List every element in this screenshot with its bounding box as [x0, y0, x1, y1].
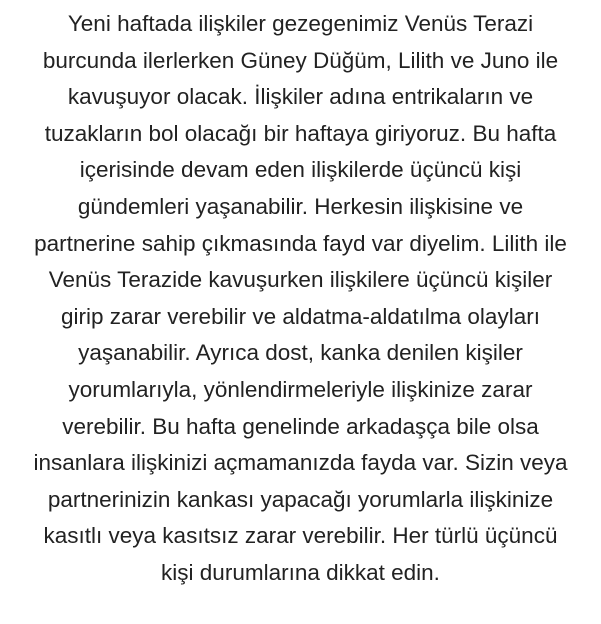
paragraph-line: kişi durumlarına dikkat edin. [161, 559, 440, 585]
paragraph-line: girip zarar verebilir ve aldatma-aldatılma olayları [61, 303, 540, 329]
paragraph-line: partnerine sahip çıkmasında fayd var diyelim. Lilith ile [34, 230, 567, 256]
paragraph-line: gündemleri yaşanabilir. Herkesin ilişkisine ve [77, 193, 524, 219]
paragraph-line: burcunda ilerlerken Güney Düğüm, Lilith ve Juno ile [42, 47, 559, 73]
paragraph-line: partnerinizin kankası yapacağı yorumlarla ilişkinize [47, 486, 554, 512]
paragraph-line: tuzakların bol olacağı bir haftaya giriyoruz. Bu hafta [44, 120, 557, 146]
paragraph-line: Venüs Terazide kavuşurken ilişkilere üçüncü kişiler [48, 267, 553, 293]
paragraph-line: Yeni haftada ilişkiler gezegenimiz Venüs Terazi [67, 11, 534, 36]
paragraph-line: yaşanabilir. Ayrıca dost, kanka denilen kişiler [78, 340, 523, 366]
paragraph-line: yorumlarıyla, yönlendirmeleriyle ilişkinize zarar [68, 376, 533, 402]
paragraph-line: kasıtlı veya kasıtsız zarar verebilir. Her türlü üçüncü [43, 523, 558, 549]
paragraph-line: insanlara ilişkinizi açmamanızda fayda var. Sizin veya [33, 450, 568, 476]
paragraph-line: verebilir. Bu hafta genelinde arkadaşça bile olsa [62, 413, 539, 439]
paragraph-line: içerisinde devam eden ilişkilerde üçüncü kişi [79, 157, 522, 183]
paragraph-line: kavuşuyor olacak. İlişkiler adına entrikaların ve [67, 84, 534, 110]
